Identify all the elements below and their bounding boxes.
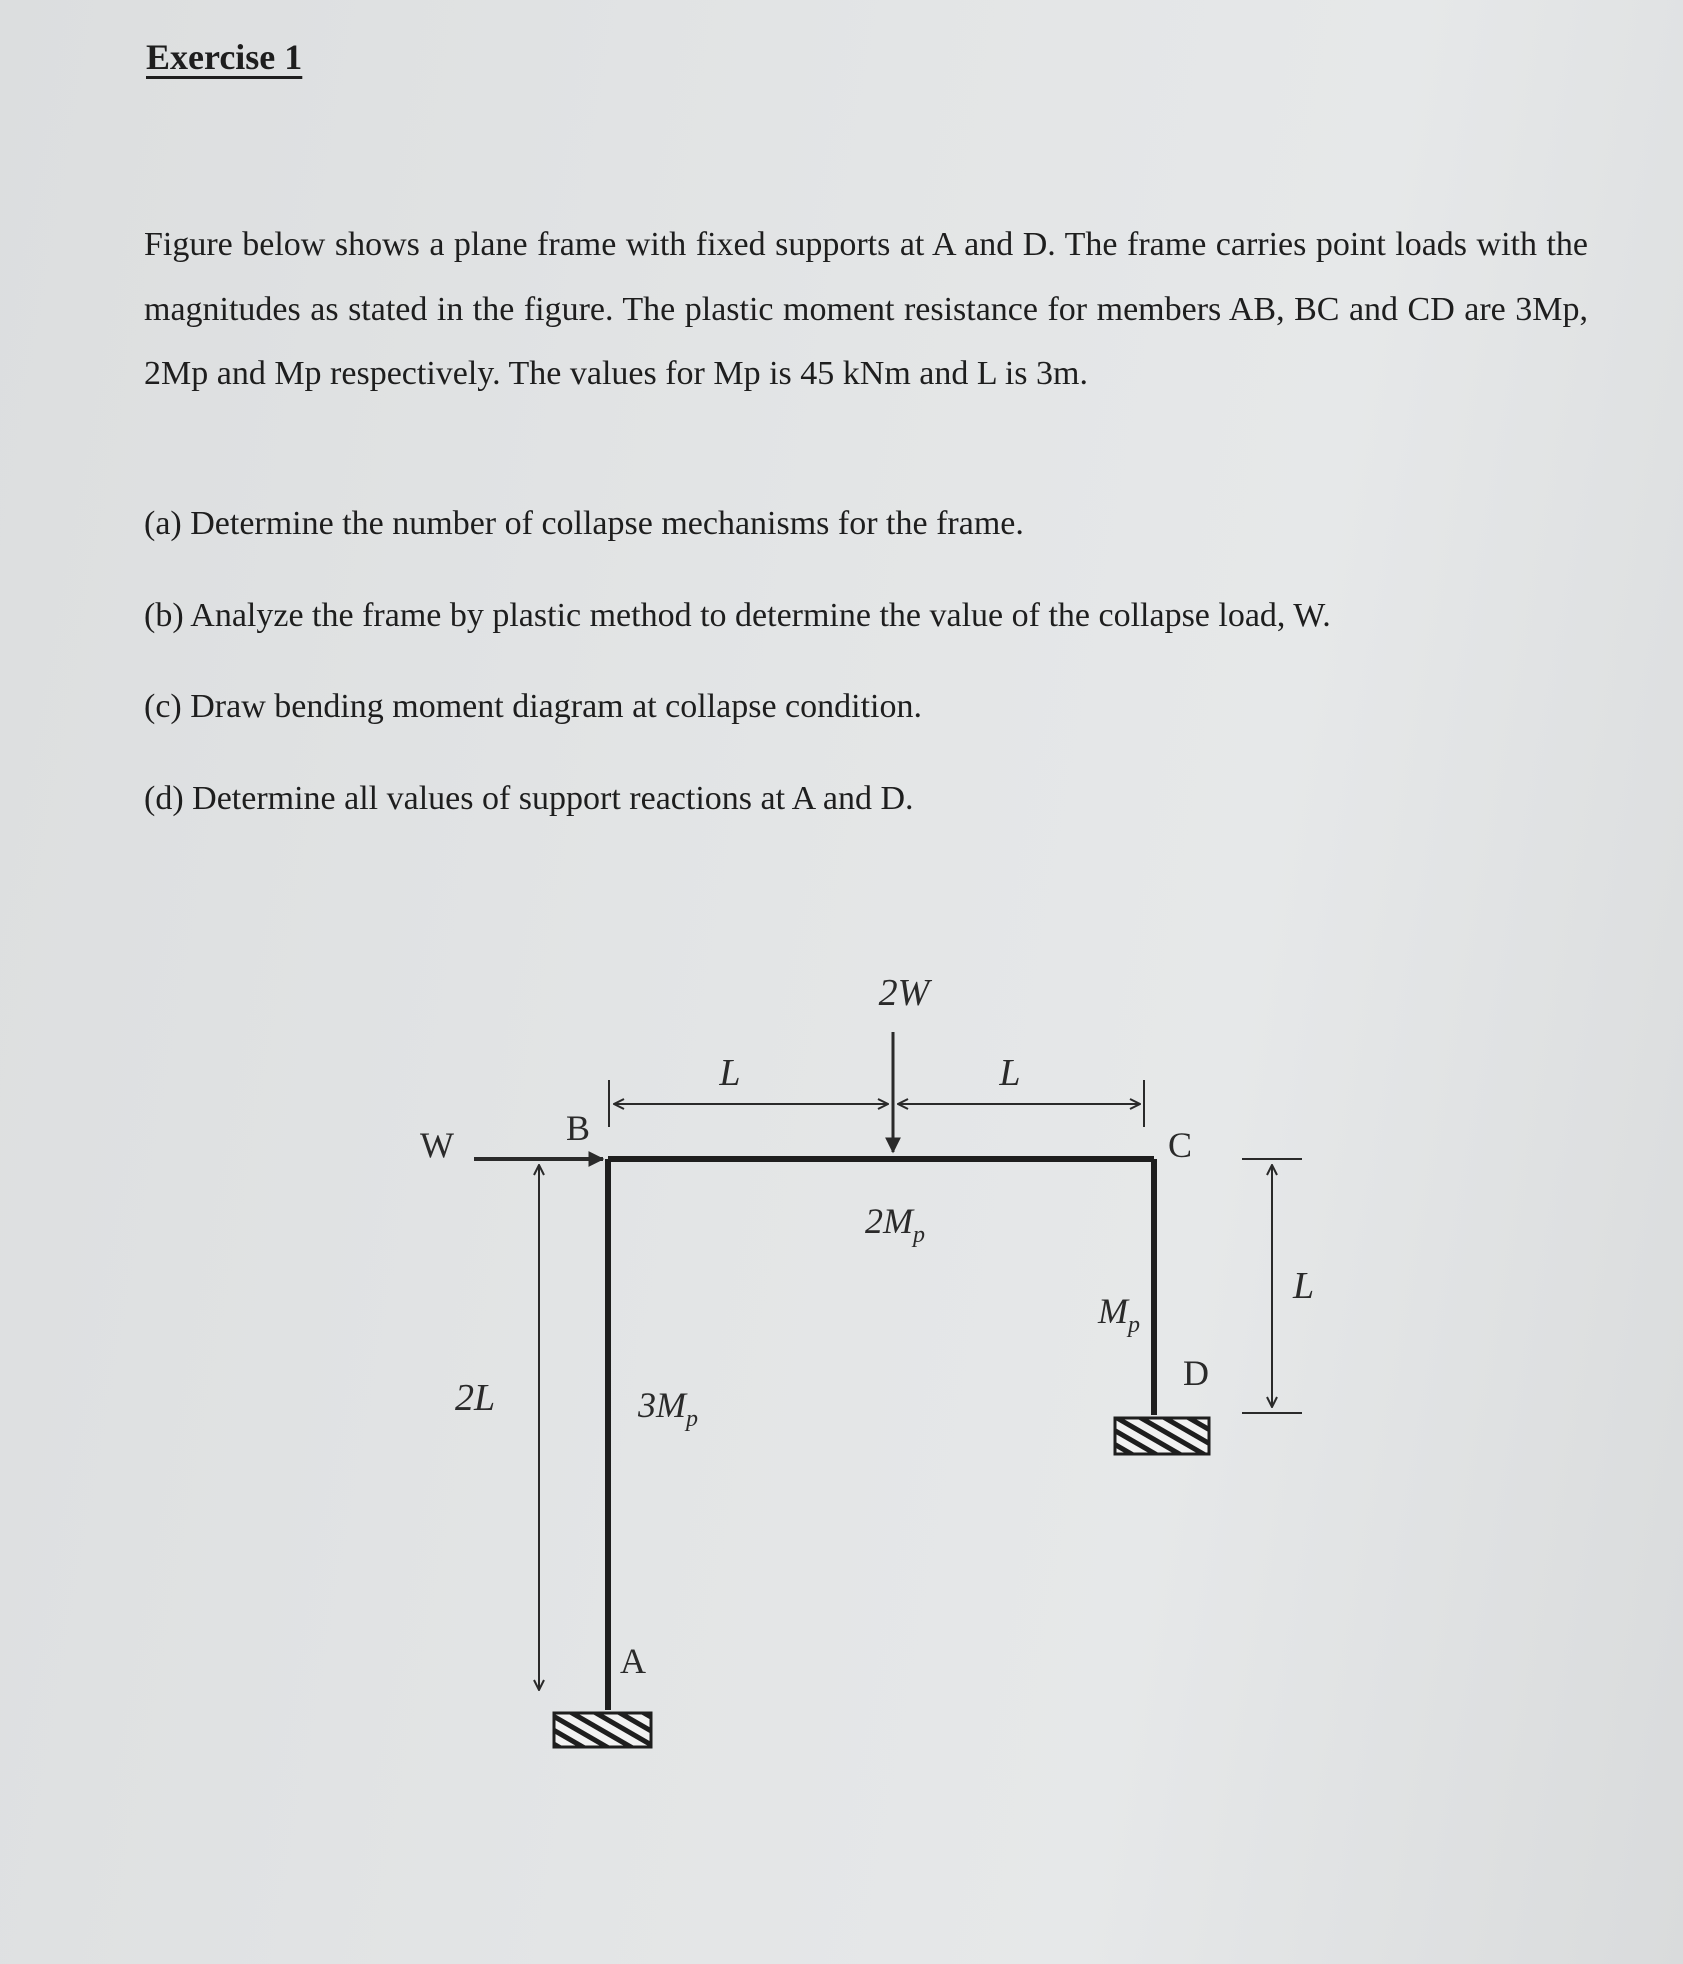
- question-c: (c) Draw bending moment diagram at collapse condition.: [144, 688, 922, 725]
- fixed-support-d: [1115, 1418, 1209, 1454]
- fixed-support-a: [554, 1713, 651, 1747]
- label-load-w: W: [420, 1125, 454, 1165]
- node-label-c: C: [1168, 1125, 1193, 1165]
- problem-statement: Figure below shows a plane frame with fixed supports at A and D. The frame carries point loads with the magnitudes as stated in the figure. The plastic moment resistance for members AB, BC and CD are 3Mp, 2Mp and Mp respectively. The values for Mp is 45 kNm and L is 3m.: [144, 226, 1588, 392]
- node-label-b: B: [566, 1108, 591, 1148]
- node-label-a: A: [620, 1641, 646, 1681]
- label-span-right: L: [999, 1052, 1021, 1094]
- label-beam-moment: $2M_p$: [865, 1201, 925, 1248]
- label-left-column-moment: $3M_p$: [638, 1385, 698, 1432]
- label-right-column-moment: $M_p$: [1098, 1291, 1140, 1338]
- question-d: (d) Determine all values of support reactions at A and D.: [144, 780, 914, 817]
- label-height-right: L: [1293, 1265, 1315, 1307]
- label-load-2w: 2W: [878, 972, 930, 1014]
- label-span-left: L: [719, 1052, 741, 1094]
- exercise-title: Exercise 1: [146, 37, 303, 77]
- node-label-d: D: [1183, 1353, 1209, 1393]
- question-b: (b) Analyze the frame by plastic method to determine the value of the collapse load, W.: [144, 597, 1331, 634]
- question-a: (a) Determine the number of collapse mechanisms for the frame.: [144, 505, 1024, 542]
- label-height-left: 2L: [455, 1377, 496, 1419]
